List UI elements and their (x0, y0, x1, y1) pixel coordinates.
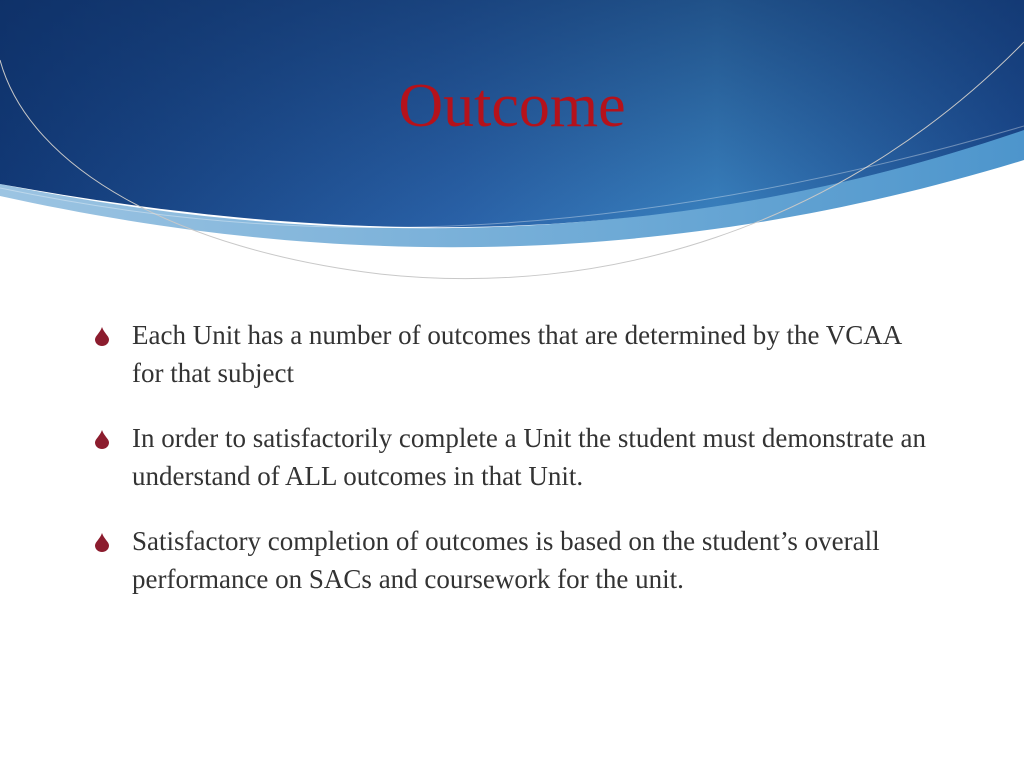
bullet-list (92, 316, 932, 625)
bullet-text: Each Unit has a number of outcomes that are determined by the VCAA for that subject (132, 320, 901, 388)
droplet-bullet-icon (94, 533, 110, 552)
droplet-bullet-icon (94, 327, 110, 346)
bullet-item (92, 522, 932, 598)
header-wave-background (0, 0, 1024, 290)
bullet-item (92, 316, 932, 392)
bullet-item (92, 419, 932, 495)
droplet-bullet-icon (94, 430, 110, 449)
bullet-text: Satisfactory completion of outcomes is based on the student’s overall performance on SACs and coursework for the unit. (132, 526, 880, 594)
bullet-text: In order to satisfactorily complete a Unit the student must demonstrate an understand of ALL outcomes in that Unit. (132, 423, 927, 491)
slide-title: Outcome (398, 72, 626, 140)
